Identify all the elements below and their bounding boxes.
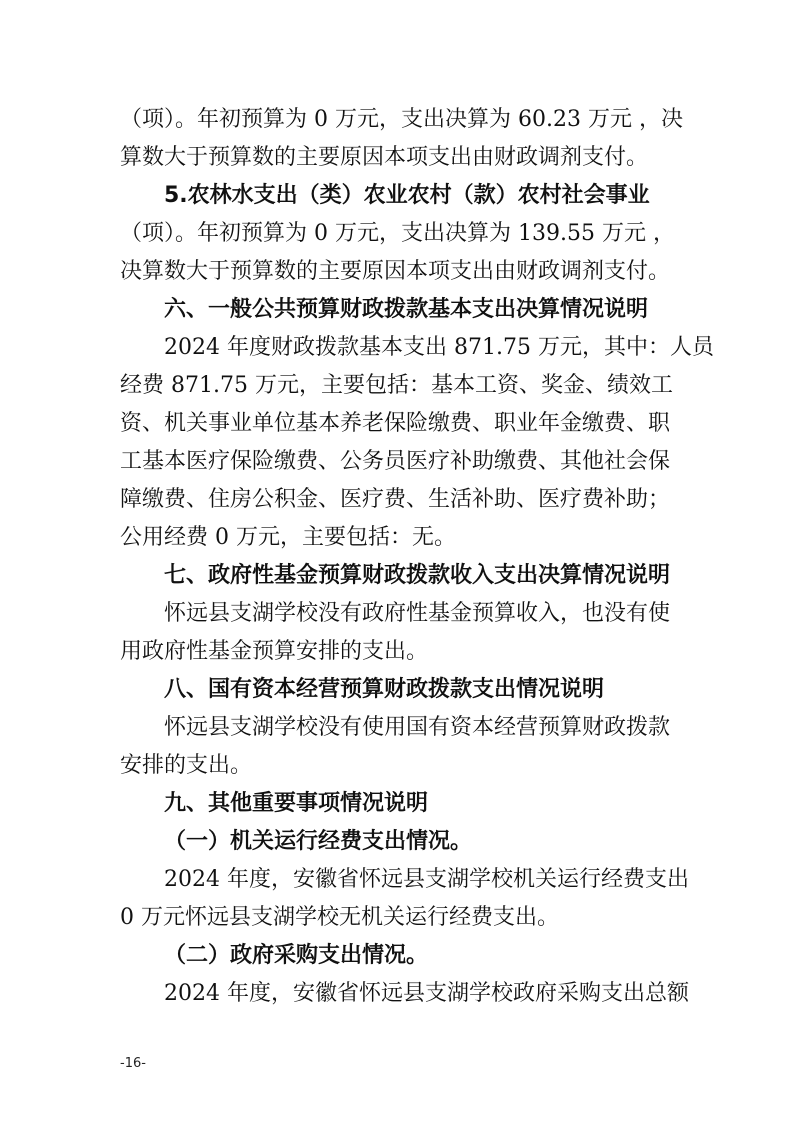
paragraph-line: 障缴费、住房公积金、医疗费、生活补助、医疗费补助；: [120, 487, 671, 512]
section-heading: 七、政府性基金预算财政拨款收入支出决算情况说明: [164, 563, 671, 588]
paragraph-line: 公用经费 0 万元，主要包括：无。: [120, 525, 456, 550]
paragraph-line: 资、机关事业单位基本养老保险缴费、职业年金缴费、职: [120, 411, 671, 436]
paragraph-line: 经费 871.75 万元，主要包括：基本工资、奖金、绩效工: [120, 373, 673, 398]
page-number: -16-: [120, 1056, 146, 1071]
paragraph-line: 2024 年度，安徽省怀远县支湖学校政府采购支出总额: [164, 981, 689, 1006]
paragraph-line: （项）。年初预算为 0 万元，支出决算为 139.55 万元 ，: [120, 221, 675, 246]
paragraph-line: 0 万元怀远县支湖学校无机关运行经费支出。: [120, 905, 559, 930]
paragraph-line: 用政府性基金预算安排的支出。: [120, 639, 429, 664]
subheading: 5.农林水支出（类）农业农村（款）农村社会事业: [164, 183, 650, 208]
subheading: （二）政府采购支出情况。: [164, 943, 429, 968]
paragraph-line: 怀远县支湖学校没有使用国有资本经营预算财政拨款: [164, 715, 671, 740]
section-heading: 九、其他重要事项情况说明: [164, 791, 429, 816]
paragraph-line: 工基本医疗保险缴费、公务员医疗补助缴费、其他社会保: [120, 449, 671, 474]
paragraph-line: 2024 年度，安徽省怀远县支湖学校机关运行经费支出: [164, 867, 689, 892]
paragraph-line: 怀远县支湖学校没有政府性基金预算收入，也没有使: [164, 601, 671, 626]
paragraph-line: 决算数大于预算数的主要原因本项支出由财政调剂支付。: [120, 259, 671, 284]
section-heading: 八、国有资本经营预算财政拨款支出情况说明: [164, 677, 605, 702]
paragraph-line: 算数大于预算数的主要原因本项支出由财政调剂支付。: [120, 145, 649, 170]
section-heading: 六、一般公共预算财政拨款基本支出决算情况说明: [164, 297, 649, 322]
paragraph-line: 安排的支出。: [120, 753, 253, 778]
paragraph-line: （项）。年初预算为 0 万元，支出决算为 60.23 万元 ，决: [120, 107, 683, 132]
paragraph-line: 2024 年度财政拨款基本支出 871.75 万元，其中：人员: [164, 335, 714, 360]
subheading: （一）机关运行经费支出情况。: [164, 829, 473, 854]
